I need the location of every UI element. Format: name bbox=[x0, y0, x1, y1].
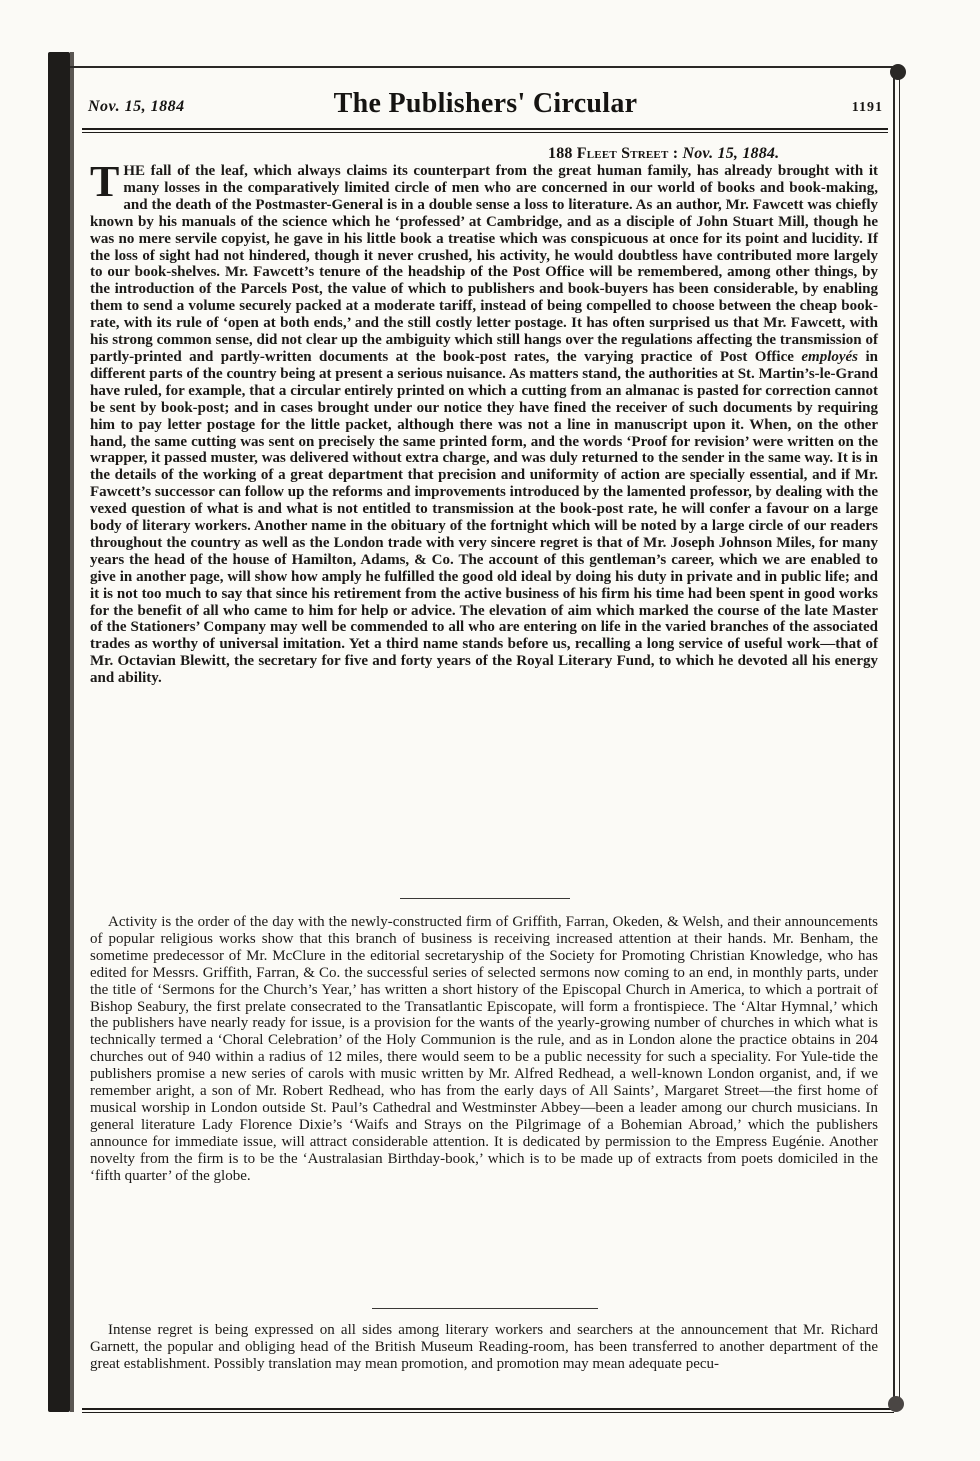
right-border-rule-inner bbox=[899, 70, 900, 1410]
drop-cap: T bbox=[90, 157, 120, 206]
paragraph-1-italic: employés bbox=[801, 348, 859, 365]
section-divider-2 bbox=[372, 1308, 598, 1309]
paragraph-1-text-b: in different parts of the country being at present a serious nuisance. As matters stand, the authorities at St. Martin’s-le-Grand have ruled, for example, that a circular entirely printed on which a cutting from an almanac is pasted for correction cannot be sent by book-post; and in cases brought under our notice they have fined the receiver of such documents by requiring him to pay letter postage for the little packet, although there was not a line in manuscript upon it. When, on the other hand, the same cutting was sent on precisely the same printed form, and the words ‘Proof for revision’ were written on the wrapper, it passed muster, was delivered without extra charge, and was duly returned to the sender in the same way. It is in the details of the working of a great department that precision and uniformity of action are specially essential, and if Mr. Fawcett’s successor can follow up the reforms and improvements introduced by the lamented professor, by dealing with the vexed question of what is and what is not entitled to transmission at the book-post rate, he will confer a favour on a large body of literary workers. Another name in the obituary of the fortnight which will be noted by a large circle of our readers throughout the country as well as the London trade with very sincere regret is that of Mr. Joseph Johnson Miles, for many years the head of the house of Hamilton, Adams, & Co. The account of this gentleman’s career, which we are enabled to give in another page, will show how amply he fulfilled the good old ideal by doing his duty in private and in public life; and it is not too much to say that since his retirement from the active business of his firm his time had been spent in good works for the benefit of all who came to him for help or advice. The elevation of aim which marked the course of the late Master of the Stationers’ Company may well be commended to all who are entering on life in the varied branches of the associated trades as worthy of universal imitation. Yet a third name stands before us, recalling a long service of useful work—that of Mr. Octavian Blewitt, the secretary for five and forty years of the Royal Literary Fund, to which he devoted all his energy and ability. bbox=[90, 348, 878, 687]
page-header bbox=[88, 88, 883, 128]
right-border-rule bbox=[893, 70, 895, 1410]
bottom-border-rule bbox=[82, 1408, 894, 1410]
dateline bbox=[548, 145, 779, 163]
dateline-separator: : bbox=[668, 145, 683, 162]
page-binding-shadow bbox=[70, 52, 74, 1412]
top-border-rule bbox=[70, 66, 900, 68]
header-date: Nov. 15, 1884 bbox=[88, 98, 185, 115]
corner-ornament-bottom bbox=[888, 1396, 904, 1412]
header-rule bbox=[82, 128, 888, 130]
corner-ornament-top bbox=[890, 64, 906, 80]
page-number: 1191 bbox=[851, 100, 883, 115]
article-paragraph-1 bbox=[90, 157, 878, 687]
page-binding-edge bbox=[48, 52, 70, 1412]
article-paragraph-2: Activity is the order of the day with the newly-constructed firm of Griffith, Farran, Okeden, & Welsh, and their announcements of popular religious works show that this branch of business is receiving increased attention at their hands. Mr. Benham, the sometime predecessor of Mr. McClure in the editorial secretaryship of the Society for Promoting Christian Knowledge, who has edited for Messrs. Griffith, Farran, & Co. the successful series of selected sermons now coming to an end, in monthly parts, under the title of ‘Sermons for the Church’s Year,’ has written a short history of the Episcopal Church in America, to which a portrait of Bishop Seabury, the first prelate consecrated to the Transatlantic Episcopate, will form a frontispiece. The ‘Altar Hymnal,’ which the publishers have nearly ready for issue, is a provision for the wants of the yearly-growing number of churches in which what is technically termed a ‘Choral Celebration’ of the Holy Communion is the rule, and as in London alone the practice obtains in 204 churches out of 940 within a radius of 12 miles, there would seem to be a public necessity for such a speciality. For Yule-tide the publishers promise a new series of carols with music written by Mr. Alfred Redhead, a well-known London organist, and, if we remember aright, a son of Mr. Robert Redhead, who has from the early days of All Saints’, Margaret Street—the first home of musical worship in London outside St. Paul’s Cathedral and Westminster Abbey—been a leader among our church musicians. In general literature Lady Florence Dixie’s ‘Waifs and Strays on the Pilgrimage of a Bohemian Abroad,’ which the publishers announce for immediate issue, will attract considerable attention. It is dedicated by permission to the Empress Eugénie. Another novelty from the firm is to be the ‘Australasian Birthday-book,’ which is to be made up of extracts from poets domiciled in the ‘fifth quarter’ of the globe. bbox=[90, 914, 878, 1184]
dateline-date: Nov. 15, 1884. bbox=[682, 145, 780, 162]
bottom-border-rule-thin bbox=[82, 1412, 894, 1413]
page-title: The Publishers' Circular bbox=[333, 88, 638, 119]
section-divider-1 bbox=[400, 898, 570, 899]
header-rule-thin bbox=[82, 132, 888, 133]
article-paragraph-3: Intense regret is being expressed on all sides among literary workers and searchers at the announcement that Mr. Richard Garnett, the popular and obliging head of the British Museum Reading-room, has been transferred to another department of the great establishment. Possibly translation may mean promotion, and promotion may mean adequate pecu- bbox=[90, 1322, 878, 1372]
paragraph-1-text-a: HE fall of the leaf, which always claims its counterpart from the great human family, has already brought with it many losses in the comparatively limited circle of men who are concerned in our world of books and book-making, and the death of the Postmaster-General is in a double sense a loss to literature. As an author, Mr. Fawcett was chiefly known by his manuals of the science which he ‘professed’ at Cambridge, and as a disciple of John Stuart Mill, though he was no mere servile copyist, he gave in his little book a treatise which was conspicuous at once for its point and lucidity. If the loss of sight had not hindered, though it never crushed, his activity, he would doubtless have contributed more largely to our book-shelves. Mr. Fawcett’s tenure of the headship of the Post Office will be remembered, among other things, by the introduction of the Parcels Post, the value of which to publishers and book-buyers has been considerable, by enabling them to send a volume securely packed at a moderate tariff, instead of being compelled to choose between the cheap book-rate, with its rule of ‘open at both ends,’ and the still costly letter postage. It has often surprised us that Mr. Fawcett, with his strong common sense, did not clear up the ambiguity which still hangs over the regulations affecting the transmission of partly-printed and partly-written documents at the book-post rates, the varying practice of Post Office bbox=[90, 163, 878, 365]
dateline-address: 188 Fleet Street bbox=[548, 145, 669, 162]
